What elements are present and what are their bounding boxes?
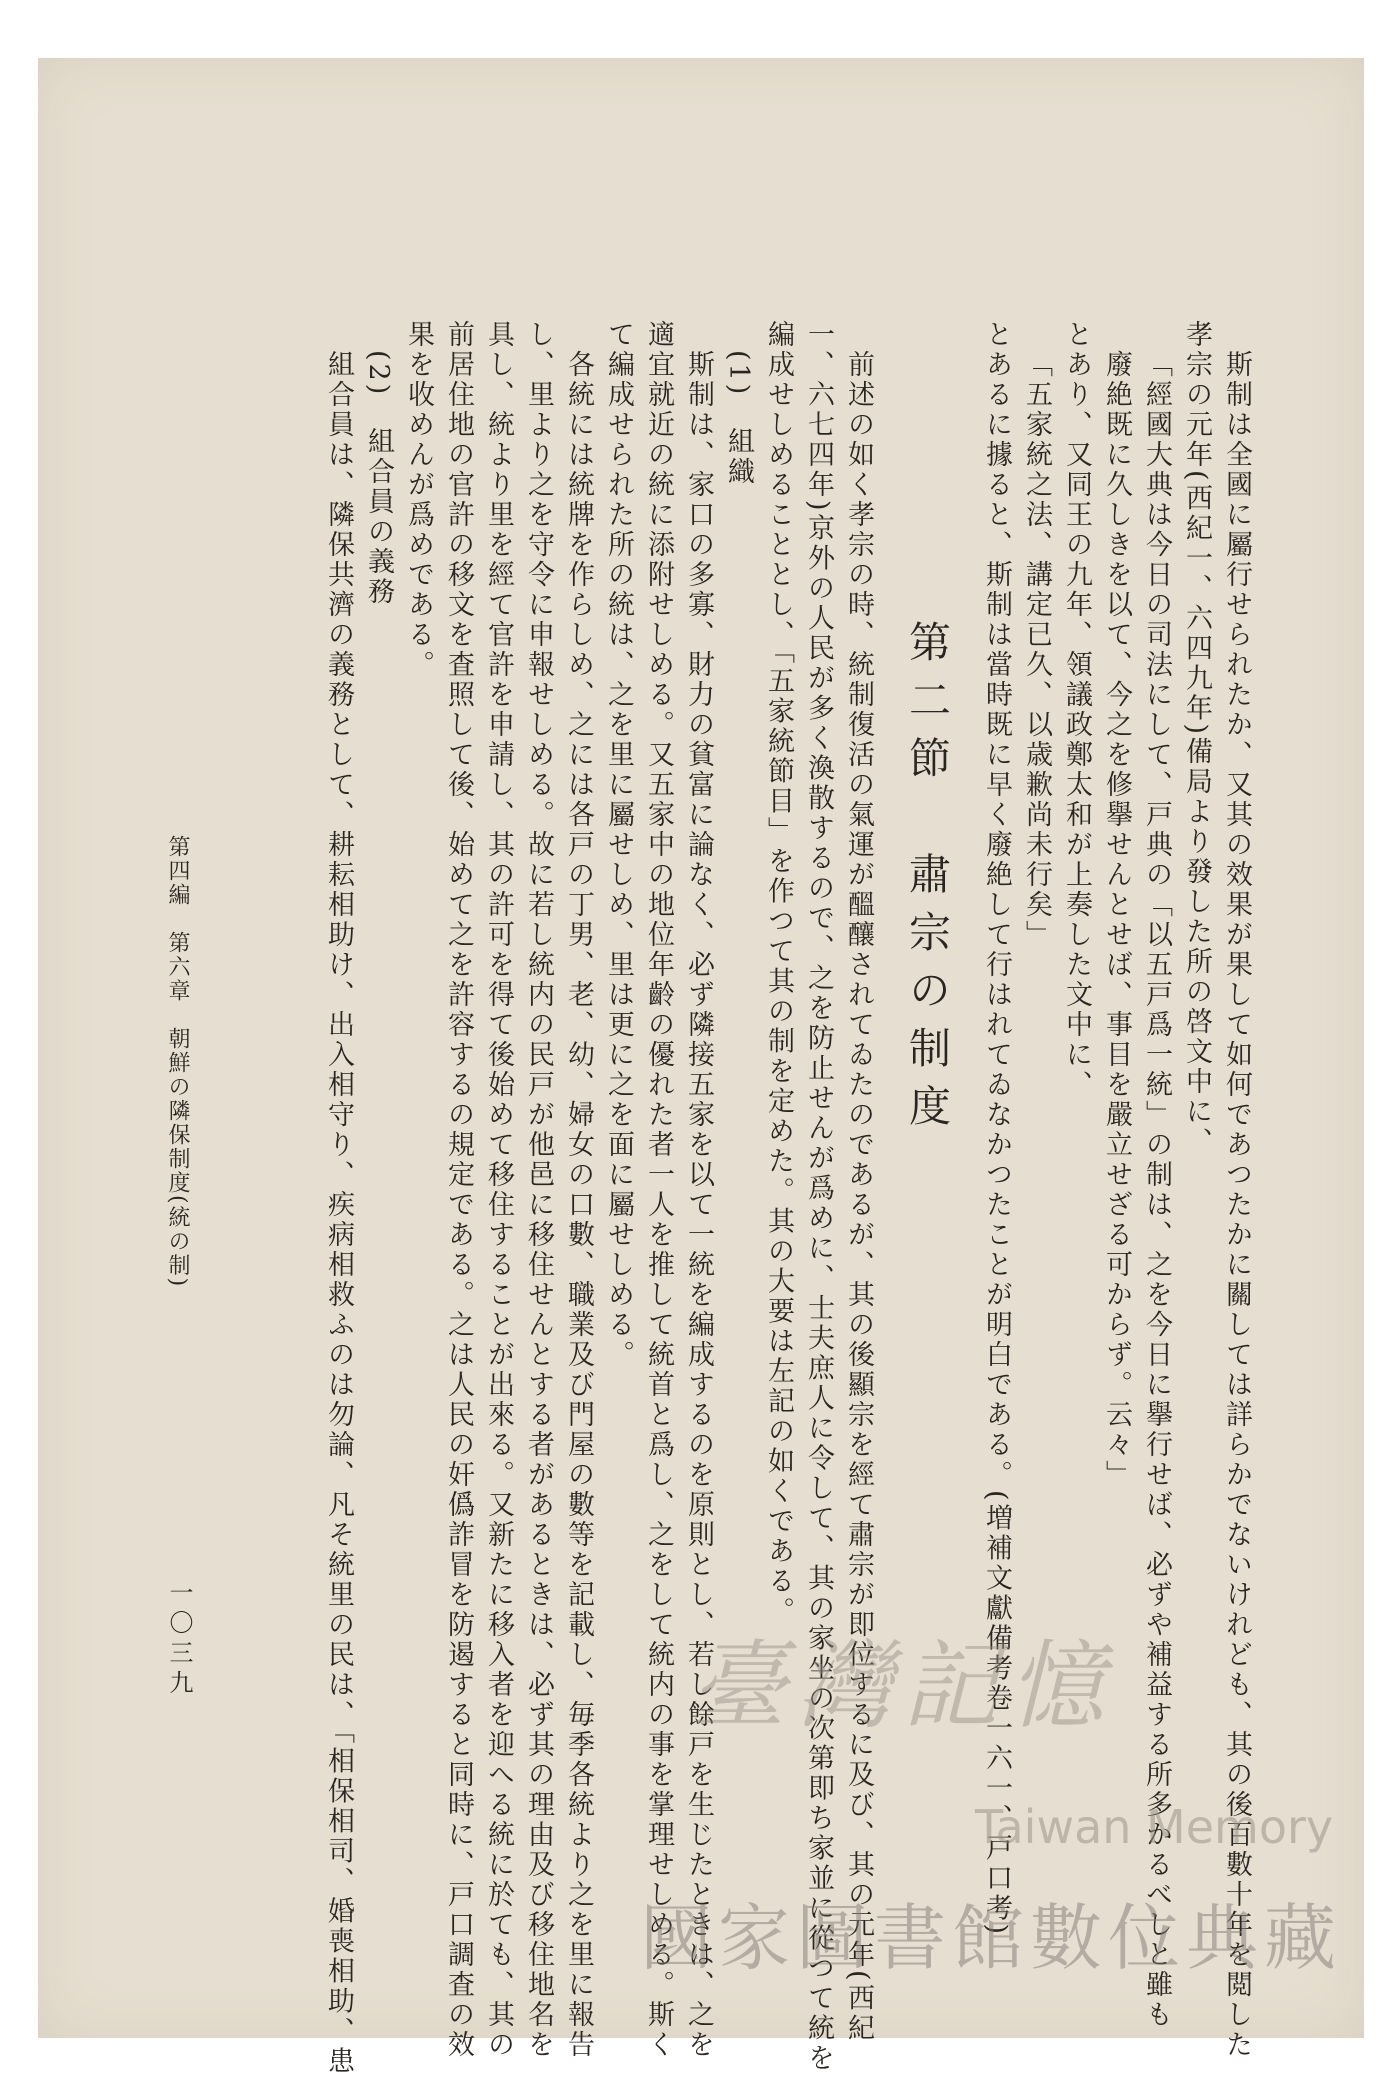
text-column: 編成せしめることとし、「五家統節目」を作つて其の制を定めた。其の大要は左記の如くである。 xyxy=(763,320,794,1627)
text-column: 廢絶既に久しきを以て、今之を修擧せんとせば、事目を嚴立せざる可からず。云々」 xyxy=(1101,350,1132,1490)
page-number: 一〇三九 xyxy=(165,1580,193,1700)
text-column: 「經國大典は今日の司法にして、戸典の「以五戸爲一統」の制は、之を今日に擧行せば、必ずや補益する所多かるべしと雖も xyxy=(1141,350,1172,2030)
text-column: 斯制は、家口の多寡、財力の貧富に論なく、必ず隣接五家を以て一統を編成するのを原則とし、若し餘戸を生じたときは、之を xyxy=(683,350,714,2060)
watermark-library: 國家圖書館數位典藏 xyxy=(640,1896,1343,1980)
text-column: 果を收めんが爲めである。 xyxy=(403,320,434,680)
text-column: 一、六七四年)京外の人民が多く渙散するので、之を防止せんが爲めに、士夫庶人に令して、其の家坐の次第即ち家並に從つて統を xyxy=(803,320,834,2074)
section-heading: 第二節 肅宗の制度 xyxy=(903,620,952,1142)
running-footer-chapter: 第四編 第六章 朝鮮の隣保制度(統の制) xyxy=(165,835,190,1289)
text-column: とあるに據ると、斯制は當時既に早く廢絶して行はれてゐなかつたことが明白である。(増補文獻備考卷一六一、戸口考) xyxy=(981,320,1012,1938)
text-column: て編成せられた所の統は、之を里に屬せしめ、里は更に之を面に屬せしめる。 xyxy=(603,320,634,1370)
text-column: 各統には統牌を作らしめ、之には各戸の丁男、老、幼、婦女の口數、職業及び門屋の數等を記載し、毎季各統より之を里に報告 xyxy=(563,350,594,2060)
text-column: し、里より之を守令に申報せしめる。故に若し統内の民戸が他邑に移住せんとする者があるときは、必ず其の理由及び移住地名を xyxy=(523,320,554,2060)
watermark-english: Taiwan Memory xyxy=(975,1800,1334,1854)
text-column: 組合員は、隣保共濟の義務として、耕耘相助け、出入相守り、疾病相救ふのは勿論、凡そ統里の民は、「相保相司、婚喪相助、患 xyxy=(323,350,354,2077)
text-column: 「五家統之法、講定已久、以歳歉尚未行矣」 xyxy=(1021,350,1052,950)
text-column: 孝宗の元年(西紀一、六四九年)備局より發した所の啓文中に、 xyxy=(1181,320,1212,1158)
text-column: 前述の如く孝宗の時、統制復活の氣運が醞釀されてゐたのであるが、其の後顯宗を經て肅宗が即位するに及び、其の元年(西紀 xyxy=(843,350,874,2044)
text-column: (1) 組織 xyxy=(723,350,754,488)
text-column: (2) 組合員の義務 xyxy=(363,350,394,608)
text-column: 斯制は全國に屬行せられたか、又其の效果が果して如何であつたかに關しては詳らかでないけれども、其の後百數十年を閲した xyxy=(1221,350,1252,2060)
text-column: 具し、統より里を經て官許を申請し、其の許可を得て後始めて移住することが出來る。又新たに移入者を迎へる統に於ても、其の xyxy=(483,320,514,2060)
text-column: 適宜就近の統に添附せしめる。又五家中の地位年齡の優れた者一人を推して統首と爲し、之をして統内の事を掌理せしめる。斯く xyxy=(643,320,674,2060)
text-column: とあり、又同王の九年、領議政鄭太和が上奏した文中に、 xyxy=(1061,320,1092,1100)
watermark-logo-text: 臺灣記憶 xyxy=(690,1630,1114,1742)
text-column: 前居住地の官許の移文を査照して後、始めて之を許容するの規定である。之は人民の奸僞詐冒を防遏すると同時に、戸口調査の效 xyxy=(443,320,474,2060)
